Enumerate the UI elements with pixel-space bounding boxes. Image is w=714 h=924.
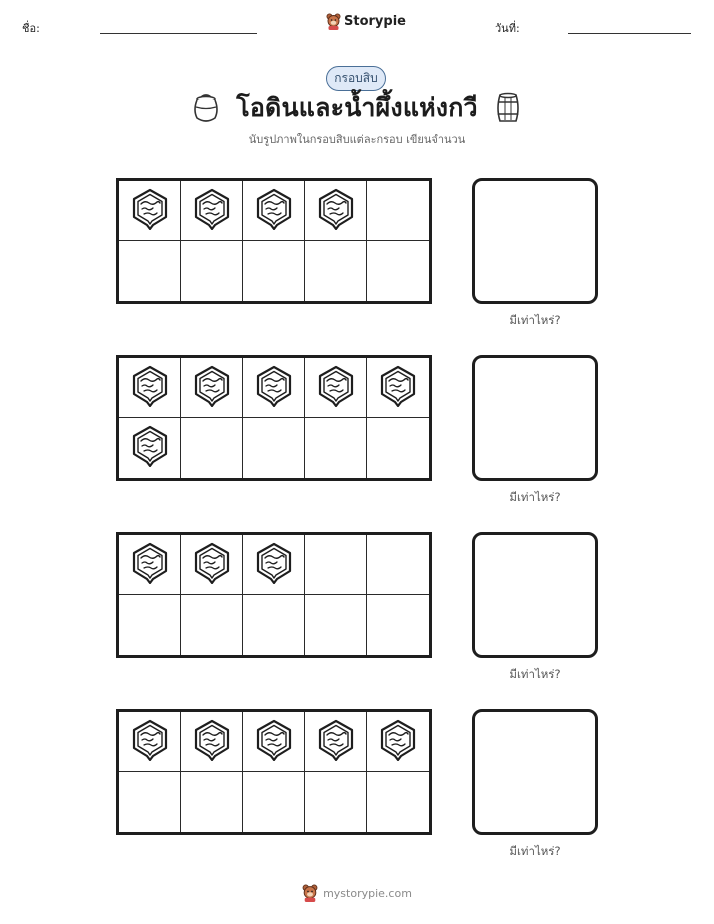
footer-url[interactable]: mystorypie.com — [323, 886, 412, 900]
ten-frame-cell — [119, 358, 181, 418]
honey-jar-icon — [255, 719, 293, 765]
brand-name: Storypie — [344, 14, 406, 29]
ten-frame-cell — [367, 241, 429, 301]
ten-frame-cell — [305, 181, 367, 241]
ten-frame-cell — [367, 418, 429, 478]
honey-jar-icon — [379, 719, 417, 765]
barrel-icon — [494, 92, 522, 124]
ten-frame-cell — [305, 595, 367, 655]
answer-box-4[interactable] — [472, 709, 598, 835]
ten-frame-cell — [367, 535, 429, 595]
ten-frame-cell — [305, 241, 367, 301]
honey-jar-icon — [317, 365, 355, 411]
bear-mascot-icon — [326, 13, 341, 30]
bear-mascot-icon — [302, 884, 318, 902]
ten-frame-cell — [243, 712, 305, 772]
ten-frame-cell — [119, 181, 181, 241]
ten-frame-cell — [243, 418, 305, 478]
honey-jar-icon — [131, 542, 169, 588]
honey-jar-icon — [131, 188, 169, 234]
ten-frame-cell — [243, 181, 305, 241]
honey-jar-icon — [379, 365, 417, 411]
honey-jar-icon — [193, 719, 231, 765]
ten-frame-2 — [116, 355, 432, 481]
ten-frame-grid — [119, 535, 429, 655]
worksheet-title: โอดินและน้ำผึ้งแห่งกวี — [236, 93, 478, 122]
title-row — [0, 90, 714, 126]
ten-frame-cell — [367, 181, 429, 241]
brand-logo — [326, 13, 406, 30]
honey-jar-icon — [255, 188, 293, 234]
answer-box-1[interactable] — [472, 178, 598, 304]
ten-frame-cell — [181, 358, 243, 418]
ten-frame-cell — [243, 772, 305, 832]
question-prompt-1: มีเท่าไหร่? — [509, 313, 561, 327]
ten-frame-cell — [305, 418, 367, 478]
instructions: นับรูปภาพในกรอบสิบแต่ละกรอบ เขียนจำนวน — [248, 133, 466, 146]
honey-jar-icon — [317, 719, 355, 765]
ten-frame-cell — [119, 772, 181, 832]
honey-jar-icon — [255, 365, 293, 411]
ten-frame-cell — [243, 595, 305, 655]
ten-frame-cell — [305, 535, 367, 595]
question-prompt-4: มีเท่าไหร่? — [509, 844, 561, 858]
ten-frame-cell — [367, 358, 429, 418]
answer-box-2[interactable] — [472, 355, 598, 481]
ten-frame-cell — [181, 772, 243, 832]
ten-frame-cell — [119, 712, 181, 772]
ten-frame-4 — [116, 709, 432, 835]
ten-frame-cell — [243, 535, 305, 595]
honey-jar-icon — [131, 365, 169, 411]
ten-frame-cell — [305, 712, 367, 772]
honey-jar-icon — [193, 365, 231, 411]
question-prompt-3: มีเท่าไหร่? — [509, 667, 561, 681]
ten-frame-cell — [181, 595, 243, 655]
ten-frame-cell — [181, 712, 243, 772]
honey-pot-icon — [192, 92, 220, 124]
honey-jar-icon — [131, 425, 169, 471]
honey-jar-icon — [131, 719, 169, 765]
date-field-line[interactable] — [568, 33, 691, 34]
footer — [0, 884, 714, 902]
date-label: วันที่: — [495, 22, 520, 35]
ten-frame-cell — [119, 595, 181, 655]
honey-jar-icon — [317, 188, 355, 234]
ten-frame-cell — [367, 595, 429, 655]
ten-frame-cell — [181, 535, 243, 595]
ten-frame-cell — [305, 772, 367, 832]
honey-jar-icon — [193, 188, 231, 234]
name-label: ชื่อ: — [22, 22, 40, 35]
ten-frame-1 — [116, 178, 432, 304]
ten-frame-cell — [305, 358, 367, 418]
ten-frame-3 — [116, 532, 432, 658]
ten-frame-cell — [367, 712, 429, 772]
ten-frame-cell — [181, 181, 243, 241]
question-prompt-2: มีเท่าไหร่? — [509, 490, 561, 504]
ten-frame-grid — [119, 712, 429, 832]
ten-frame-cell — [181, 241, 243, 301]
ten-frame-cell — [367, 772, 429, 832]
ten-frame-cell — [119, 535, 181, 595]
ten-frame-cell — [243, 241, 305, 301]
topic-badge: กรอบสิบ — [326, 66, 386, 91]
ten-frame-grid — [119, 181, 429, 301]
honey-jar-icon — [193, 542, 231, 588]
answer-box-3[interactable] — [472, 532, 598, 658]
ten-frame-grid — [119, 358, 429, 478]
ten-frame-cell — [243, 358, 305, 418]
honey-jar-icon — [255, 542, 293, 588]
ten-frame-cell — [119, 241, 181, 301]
ten-frame-cell — [181, 418, 243, 478]
ten-frame-cell — [119, 418, 181, 478]
name-field-line[interactable] — [100, 33, 257, 34]
